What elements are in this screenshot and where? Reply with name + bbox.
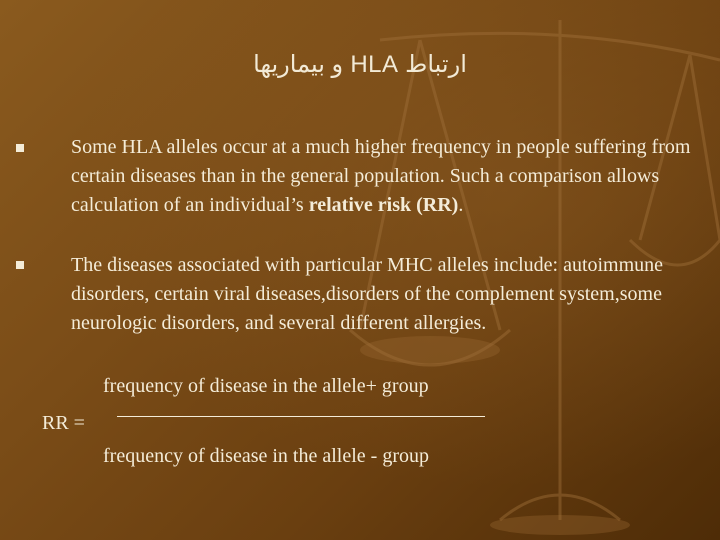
bullet-marker xyxy=(16,144,24,152)
bullet-1-text: Some HLA alleles occur at a much higher frequency in people suffering from certain diseases than in the general population. Such a comparison allows calculation of an individual’s xyxy=(71,136,691,216)
formula-rr-label: RR = xyxy=(42,412,85,434)
bullet-paragraph-1 xyxy=(71,133,691,220)
slide-title: ارتباط HLA و بیماریها xyxy=(253,51,467,78)
fraction-divider xyxy=(117,416,485,417)
relative-risk-term: relative risk (RR) xyxy=(308,194,459,216)
bullet-1-end: . xyxy=(458,194,464,216)
formula-numerator: frequency of disease in the allele+ group xyxy=(103,375,429,397)
bullet-marker xyxy=(16,261,24,269)
formula-denominator: frequency of disease in the allele - group xyxy=(103,445,429,467)
bullet-paragraph-2: The diseases associated with particular MHC alleles include: autoimmune disorders, certain viral diseases,disorders of the complement system,some neurologic disorders, and several different allergies. xyxy=(71,254,664,334)
